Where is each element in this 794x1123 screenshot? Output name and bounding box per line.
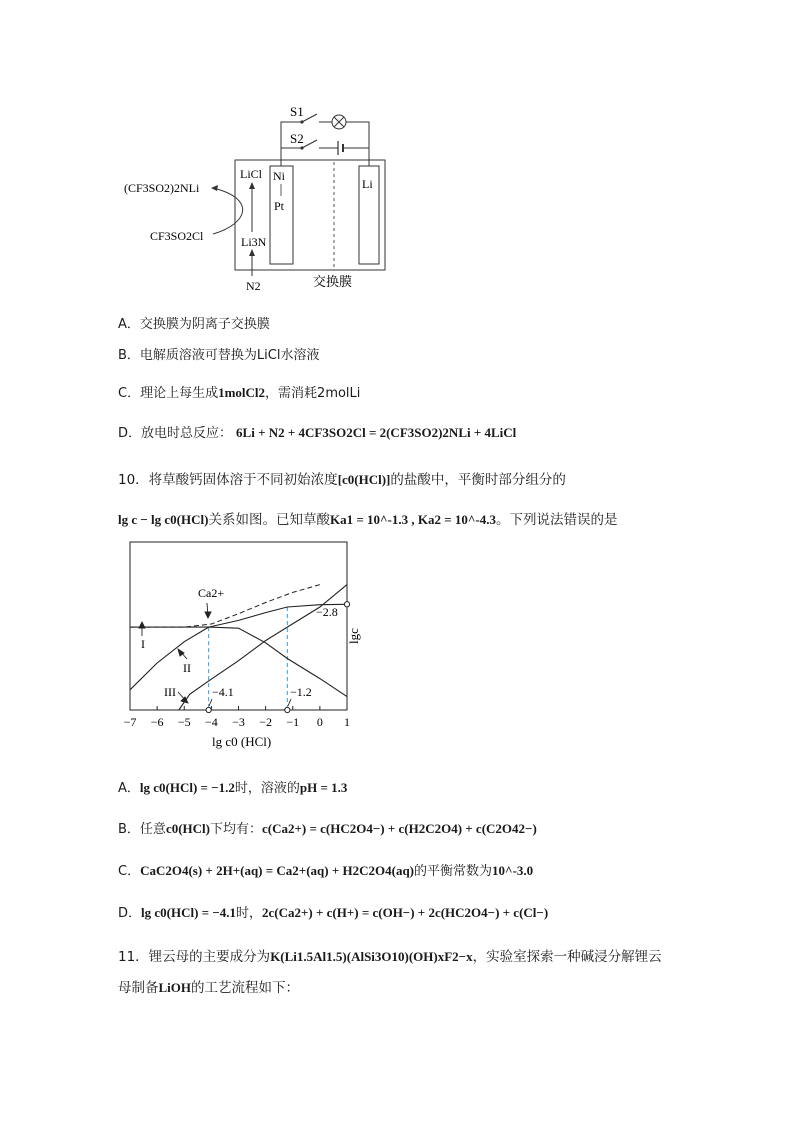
option-formula: CaC2O4(s) + 2H+(aq) = Ca2+(aq) + H2C2O4(aq): [140, 863, 414, 878]
q11-line2: [118, 976, 299, 996]
q9-option-c: [118, 382, 360, 401]
option-letter: C．: [118, 386, 141, 401]
point-mark-0: [206, 707, 211, 712]
q9-option-d: [118, 422, 516, 441]
curve-label-ca: Ca2+: [198, 586, 225, 600]
x-tick-label: −5: [177, 715, 191, 729]
q10-text: 10．将草酸钙固体溶于不同初始浓度: [118, 472, 338, 488]
option-text: ，需消耗2molLi: [265, 386, 361, 401]
q9-option-a: [118, 313, 270, 332]
x-tick-label: −2: [259, 715, 273, 729]
q10-text: 的盐酸中，平衡时部分组分的: [390, 472, 566, 488]
option-text: 时，溶液的: [234, 781, 300, 796]
q11-text: 的工艺流程如下：: [191, 980, 300, 996]
n2-label: N2: [246, 279, 261, 293]
licl-label: LiCl: [240, 167, 263, 181]
q10-option-d: [118, 902, 548, 921]
option-formula: pH = 1.3: [299, 780, 348, 795]
option-text: 理论上每生成: [140, 386, 219, 401]
option-formula: c0(HCl): [165, 821, 210, 836]
x-tick-label: 1: [344, 715, 350, 729]
curve-label-ii: II: [183, 661, 191, 675]
q10-option-a: [118, 777, 347, 796]
curve-label-iii: III: [164, 685, 176, 699]
option-formula: c(Ca2+) = c(HC2O4−) + c(H2C2O4) + c(C2O42−): [262, 821, 537, 836]
option-text: 放电时总反应：: [141, 426, 233, 441]
q11-text: ，实验室探索一种碱浸分解锂云: [472, 949, 662, 965]
option-text: 电解质溶液可替换为LiCl水溶液: [139, 348, 320, 363]
plot-frame: [130, 542, 347, 710]
q10-line2: [118, 508, 618, 528]
electrode-ni-label: Ni: [273, 169, 285, 183]
series-line-2: [130, 627, 347, 697]
cell-diagram: [110, 98, 400, 298]
electrode-li-label: Li: [362, 177, 373, 191]
option-text: 任意: [139, 822, 166, 837]
option-letter: D．: [118, 906, 142, 921]
x-tick-label: −6: [150, 715, 164, 729]
y-axis-label: lgc: [346, 628, 361, 644]
point-mark-2: [344, 602, 349, 607]
q11-text: 母制备: [118, 980, 159, 996]
product-out-label: (CF3SO2)2NLi: [124, 181, 200, 195]
x-tick-label: −1: [286, 715, 300, 729]
option-text: 时，: [235, 906, 262, 921]
q11-formula: LiOH: [158, 980, 192, 995]
q10-ka: Ka1 = 10^-1.3 , Ka2 = 10^-4.3: [329, 512, 497, 527]
option-text: 的平衡常数为: [414, 864, 493, 879]
switch2-label: S2: [290, 131, 304, 146]
membrane-label: 交换膜: [313, 274, 353, 289]
series-line-1: [130, 604, 347, 627]
electrode-pt-label: Pt: [274, 199, 285, 213]
option-text: 下均有：: [209, 822, 262, 837]
q11-line1: [118, 945, 662, 965]
option-formula: 1molCl2: [218, 385, 266, 400]
option-letter: B．: [118, 822, 140, 837]
option-letter: C．: [118, 864, 141, 879]
x-tick-label: −4: [204, 715, 218, 729]
x-tick-label: −7: [123, 715, 137, 729]
reactant-in-label: CF3SO2Cl: [150, 229, 204, 243]
option-formula: lg c0(HCl) = −4.1: [141, 905, 236, 920]
x-tick-label: −3: [232, 715, 245, 729]
q10-option-c: [118, 860, 533, 879]
option-formula: lg c0(HCl) = −1.2: [139, 780, 235, 795]
q10-line1: [118, 468, 566, 488]
option-text: 交换膜为阴离子交换膜: [139, 317, 270, 332]
series-line-0: [130, 585, 320, 628]
annotation-minus-4-1: −4.1: [212, 685, 234, 699]
x-axis-label: lg c0 (HCl): [212, 734, 272, 749]
option-letter: B．: [118, 348, 140, 363]
q9-option-b: [118, 344, 319, 363]
q10-text: 关系如图。已知草酸: [208, 512, 330, 528]
annotation-minus-2-8: −2.8: [316, 605, 338, 619]
x-tick-label: 0: [316, 715, 323, 729]
option-letter: D．: [118, 426, 142, 441]
q10-formula: [c0(HCl)]: [337, 472, 391, 487]
option-formula: 10^-3.0: [492, 863, 534, 878]
q10-option-b: [118, 818, 537, 837]
option-letter: A．: [118, 781, 140, 796]
q10-formula: lg c − lg c0(HCl): [118, 512, 209, 527]
point-mark-1: [285, 707, 290, 712]
li3n-label: Li3N: [241, 235, 267, 249]
switch1-label: S1: [290, 104, 304, 119]
option-formula: 6Li + N2 + 4CF3SO2Cl = 2(CF3SO2)2NLi + 4LiCl: [236, 425, 517, 440]
q11-text: 11．锂云母的主要成分为: [118, 949, 271, 965]
q10-text: 。下列说法错误的是: [496, 512, 618, 528]
annotation-minus-1-2: −1.2: [290, 685, 312, 699]
q11-formula: K(Li1.5Al1.5)(AlSi3O10)(OH)xF2−x: [270, 949, 473, 964]
lgc-chart: [112, 536, 382, 754]
option-letter: A．: [118, 317, 140, 332]
curve-label-i: I: [141, 637, 145, 651]
option-formula: 2c(Ca2+) + c(H+) = c(OH−) + 2c(HC2O4−) + c(Cl−): [262, 905, 549, 920]
